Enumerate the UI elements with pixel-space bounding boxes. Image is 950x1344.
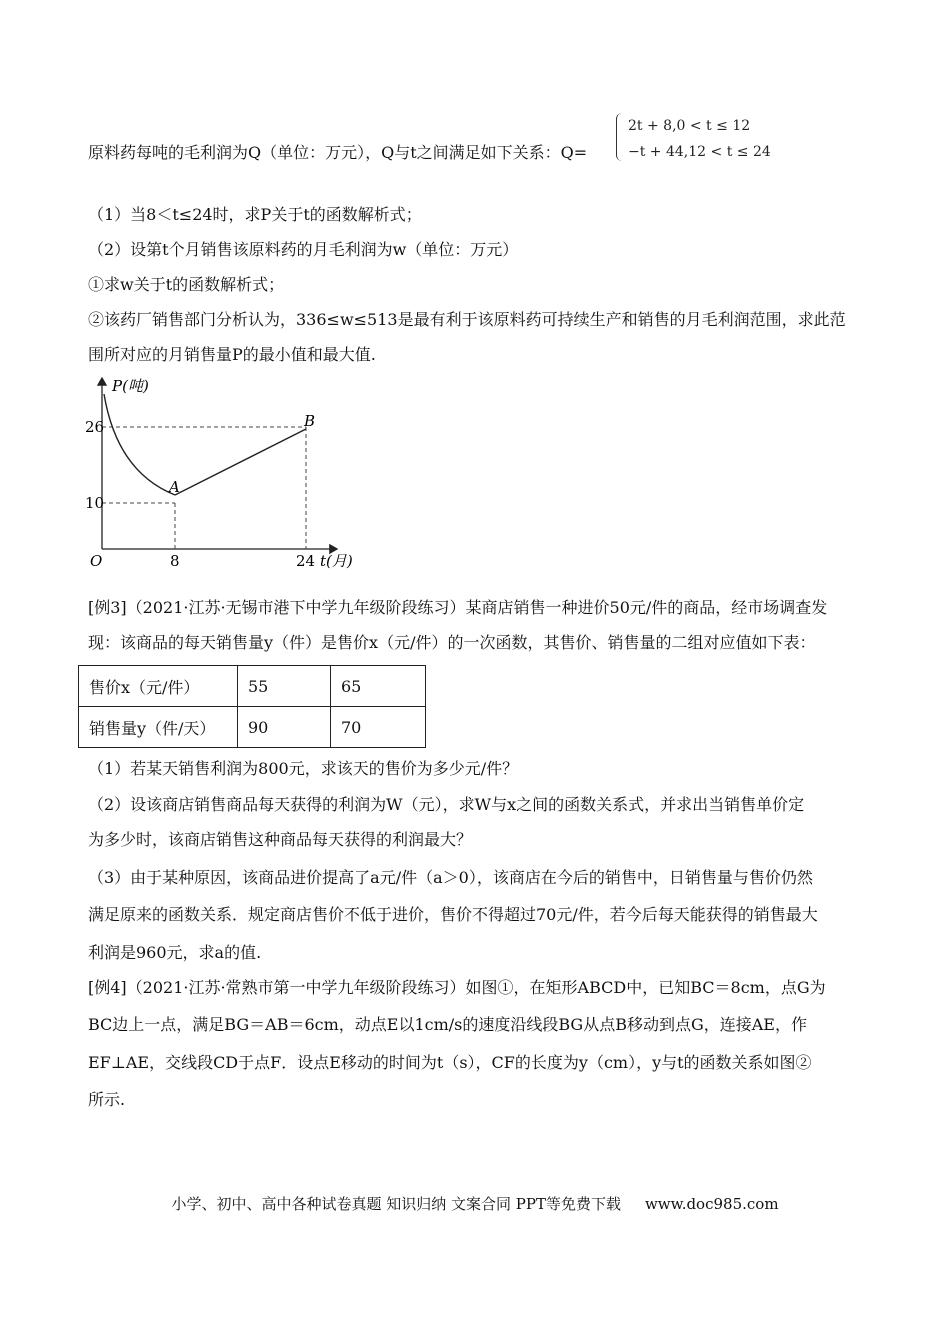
example3-question-3-end: 利润是960元，求a的值.: [88, 943, 262, 962]
example4-line-4: 所示.: [88, 1090, 126, 1109]
example3-line-2: 现：该商品的每天销售量y（件）是售价x（元/件）的一次函数，其售价、销售量的二组对应值如下表：: [88, 633, 816, 652]
point-a-label: A: [169, 478, 180, 496]
page-footer: [0, 1193, 950, 1214]
table-cell: 90: [238, 707, 331, 748]
table-cell: 65: [331, 666, 426, 707]
example3-question-3-cont: 满足原来的函数关系．规定商店售价不低于进价，售价不得超过70元/件，若今后每天能获得的销售最大: [88, 905, 818, 924]
example3-question-1: （1）若某天销售利润为800元，求该天的售价为多少元/件？: [88, 759, 519, 778]
question-2: （2）设第t个月销售该原料药的月毛利润为w（单位：万元）: [88, 240, 519, 259]
curve-segment: [104, 394, 175, 495]
table-cell: 55: [238, 666, 331, 707]
piecewise-brace: [616, 113, 625, 161]
example4-line-1: [例4]（2021·江苏·常熟市第一中学九年级阶段练习）如图①，在矩形ABCD中，已知BC＝8cm，点G为: [88, 978, 826, 997]
example3-question-2: （2）设该商店销售商品每天获得的利润为W（元），求W与x之间的函数关系式，并求出当销售单价定: [88, 795, 805, 814]
line-segment: [175, 429, 306, 495]
table-cell: 售价x（元/件）: [79, 666, 238, 707]
x-tick-24: 24: [296, 552, 316, 570]
footer-url[interactable]: www.doc985.com: [644, 1195, 779, 1213]
x-axis-label: t(月): [320, 552, 353, 570]
table-cell: 销售量y（件/天）: [79, 707, 238, 748]
question-1: （1）当8＜t≤24时，求P关于t的函数解析式；: [88, 205, 422, 224]
example4-line-3: EF⊥AE，交线段CD于点F．设点E移动的时间为t（s），CF的长度为y（cm），y与t的函数关系如图②: [88, 1053, 812, 1072]
example4-line-2: BC边上一点，满足BG＝AB＝6cm，动点E以1cm/s的速度沿线段BG从点B移动到点G，连接AE，作: [88, 1015, 807, 1034]
y-axis-label: P(吨): [112, 377, 149, 395]
example3-question-3: （3）由于某种原因，该商品进价提高了a元/件（a＞0），该商店在今后的销售中，日销售量与售价仍然: [88, 868, 813, 887]
question-2b-cont: 围所对应的月销售量P的最小值和最大值.: [88, 345, 376, 364]
x-tick-8: 8: [170, 552, 180, 570]
footer-text: 小学、初中、高中各种试卷真题 知识归纳 文案合同 PPT等免费下载: [171, 1195, 621, 1213]
question-2a: ①求w关于t的函数解析式；: [88, 275, 285, 294]
point-b-label: B: [304, 412, 316, 430]
origin-label: O: [90, 552, 103, 570]
sales-volume-graph: [82, 372, 382, 572]
price-volume-table: [78, 665, 426, 748]
question-2b: ②该药厂销售部门分析认为，336≤w≤513是最有利于该原料药可持续生产和销售的月毛利润范围，求此范: [88, 310, 846, 329]
table-row: [79, 707, 426, 748]
piecewise-case-2: −t + 44,12 < t ≤ 24: [628, 144, 771, 160]
y-tick-26: 26: [85, 418, 105, 436]
example3-question-2-cont: 为多少时，该商店销售这种商品每天获得的利润最大？: [88, 830, 473, 849]
example3-line-1: [例3]（2021·江苏·无锡市港下中学九年级阶段练习）某商店销售一种进价50元/件的商品，经市场调查发: [88, 598, 828, 617]
table-cell: 70: [331, 707, 426, 748]
table-row: [79, 666, 426, 707]
y-tick-10: 10: [85, 494, 105, 512]
profit-relation-text: 原料药每吨的毛利润为Q（单位：万元），Q与t之间满足如下关系：Q=: [88, 143, 588, 162]
piecewise-case-1: 2t + 8,0 < t ≤ 12: [628, 118, 751, 134]
